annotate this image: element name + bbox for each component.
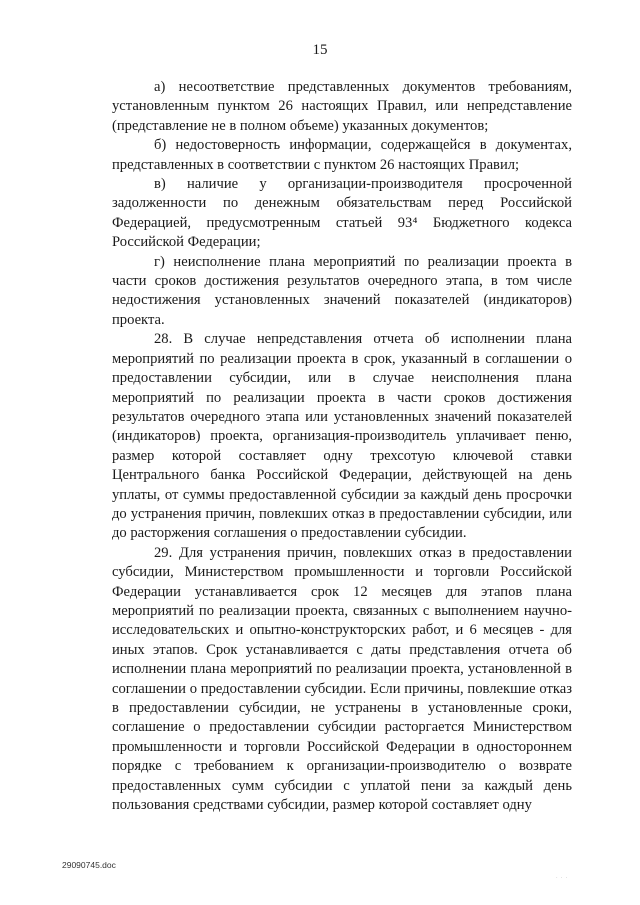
- corner-mark: · · ·: [556, 876, 569, 881]
- page-number: 15: [312, 42, 328, 58]
- paragraph-g: г) неисполнение плана мероприятий по реализации проекта в части сроков достижения результатов очередного этапа, в том числе недостижения установленных значений показателей (индикаторов) проекта.: [112, 253, 572, 328]
- paragraph-28: 28. В случае непредставления отчета об исполнении плана мероприятий по реализации проекта в срок, указанный в соглашении о предоставлении субсидии, или в случае неисполнения плана мероприятий по реализации проекта в части сроков достижения результатов очередного этапа или установленных значений показателей (индикаторов) проекта, организация-производитель уплачивает пеню, размер которой составляет одну трехсотую ключевой ставки Центрального банка Российской Федерации, действующей на день уплаты, от суммы предоставленной субсидии за каждый день просрочки до устранения причин, повлекших отказ в предоставлении субсидии, или до расторжения соглашения о предоставлении субсидии.: [112, 331, 572, 542]
- paragraph-v: в) наличие у организации-производителя просроченной задолженности по денежным обязательствам перед Российской Федерацией, предусмотренным статьей 93⁴ Бюджетного кодекса Российской Федерации;: [112, 176, 572, 251]
- paragraph-29: 29. Для устранения причин, повлекших отказ в предоставлении субсидии, Министерством промышленности и торговли Российской Федерации устанавливается срок 12 месяцев для этапов плана мероприятий по реализации проекта, связанных с выполнением научно-исследовательских и опытно-конструкторских работ, и 6 месяцев - для иных этапов. Срок устанавливается с даты представления отчета об исполнении плана мероприятий по реализации проекта, установленной в соглашении о предоставлении субсидии. Если причины, повлекшие отказ в предоставлении субсидии, не устранены в установленные сроки, соглашение о предоставлении субсидии расторгается Министерством промышленности и торговли Российской Федерации в одностороннем порядке с требованием к организации-производителю о возврате предоставленных сумм субсидии с уплатой пени за каждый день пользования средствами субсидии, размер которой составляет одну: [112, 544, 572, 814]
- paragraph-a: а) несоответствие представленных документов требованиям, установленным пунктом 26 настоящих Правил, или непредставление (представление не в полном объеме) указанных документов;: [112, 79, 572, 134]
- document-body: [112, 78, 572, 815]
- paragraph-b: б) недостоверность информации, содержащейся в документах, представленных в соответствии с пунктом 26 настоящих Правил;: [112, 137, 572, 173]
- footer-filename: 29090745.doc: [62, 860, 116, 870]
